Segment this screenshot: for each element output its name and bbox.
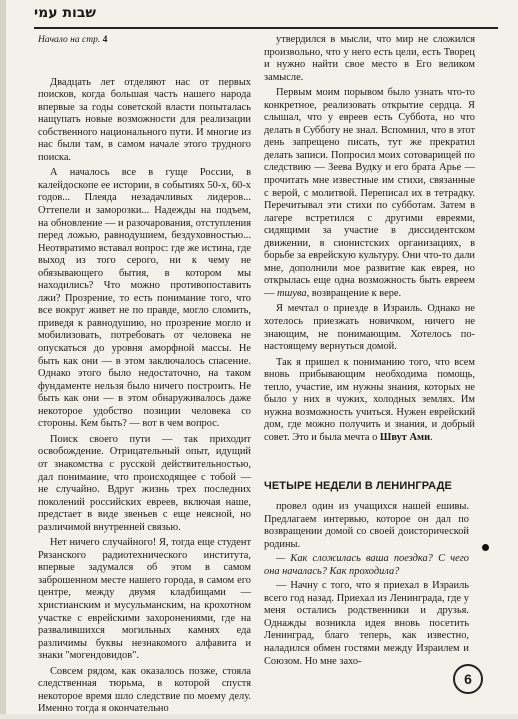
left-column: [38, 34, 251, 719]
paragraph: утвердился в мысли, что мир не сложился произвольно, что у него есть цели, есть Творец и нужно найти свое место в Его великом замысле.: [264, 34, 475, 83]
continuation-note: [38, 34, 251, 47]
paragraph: Двадцать лет отделяют нас от первых поисков, когда большая часть нашего народа впервые за годы советской власти попыталась нащупать новые возможности для реализации собственного национального пути. И многие из нас были там, в самом начале этого трудного поиска.: [38, 76, 251, 163]
magazine-title: שבות עמי: [34, 5, 96, 21]
interview-question: — Как сложилась ваша поездка? С чего она началась? Как проходила?: [264, 553, 469, 577]
paragraph: Я мечтал о приезде в Израиль. Однако не хотелось приезжать новичком, ничего не знающим, не понимающим. Хотелось по-настоящему вернуться домой.: [264, 303, 475, 353]
continuation-label: Начало на стр.: [38, 35, 101, 45]
paragraph: Так я пришел к пониманию того, что всем вновь прибывающим необходима помощь, тепло, участие, им нужны знания, которых не было у них в чужих, холодных землях. Им нужна возможность учиться. Нужен еврейский дом, где можно получить и знания, и добрый совет. Это и была мечта о Швут Ами.: [264, 356, 475, 443]
page-fold-shadow: [0, 0, 6, 714]
paragraph: Совсем рядом, как оказалось позже, стояла следственная тюрьма, в которой спустя некоторое время шло следствие по моему делу. Именно тогда я окончательно: [38, 665, 251, 715]
interview-column: [264, 501, 469, 670]
end-of-article-bullet: [482, 544, 489, 551]
paragraph: Поиск своего пути — так приходит освобождение. Отрицательный опыт, идущий от знакомства с русской действительностью, дал понимание, что происходящее с тобой — не случайно. Вдруг жизнь трех последних поколений российских евреев, включая наше, предстает в виде звеньев с еще неясной, но различимой внутренней связью.: [38, 433, 251, 533]
paragraph: А началось все в гуще России, в калейдоскопе ее истории, в событиях 50-х, 60-х годов... Плеяда незадачливых лидеров... Оттепели и заморозки... Надежды на подъем, на обновление — и разочарования, отступления перед ложью, равнодушием, бездуховностью... Неотвратимо вставал вопрос: где же истина, где выход из того серого, ни к чему не обязывающего бытия, в котором мы находились? Что можно противопоставить лжи? Прозрение, то есть понимание того, что все вокруг живет не по правде, могло сломить, приведя к равнодушию, но прозрение могло и мобилизовать, потребовать от человека не опускаться до уровня аморфной массы. Не быть как они — в этом заключалось спасение. Однако этого было недостаточно, на таком фундаменте нельзя было ничего построить. Не быть как они — в этом обнаруживалось даже некоторое удобство позиции человека со стороны. Кем быть? — вот в чем вопрос.: [38, 167, 251, 430]
section-heading: ЧЕТЫРЕ НЕДЕЛИ В ЛЕНИНГРАДЕ: [264, 480, 452, 492]
continuation-page: 4: [102, 35, 108, 45]
page-number: 6: [453, 664, 483, 694]
emphasized-word: тшува: [277, 287, 307, 299]
paragraph: провел один из учащихся нашей ешивы. Предлагаем интервью, которое он дал по возвращении домой со своей доисторической родины.: [264, 501, 469, 550]
paragraph: — Начну с того, что я приехал в Израиль всего год назад. Приехал из Ленинграда, где у меня остались родственники и друзья. Однажды возникла идея вновь посетить Ленинград, благо теперь, как известно, наладился обмен гостями между Израилем и Союзом. Но мне захо-: [264, 580, 469, 667]
signature-name: Швут Ами: [379, 431, 431, 443]
right-column: [264, 34, 475, 448]
paragraph: Первым моим порывом было узнать что-то конкретное, реализовать открытие сердца. Я слышал, что у евреев есть Суббота, но что делать в Субботу не знал. Вспомнил, что в этот день запрещено писать, тут же прекратил делать записи. Попросил моих сотоварищей по следствию — Зеева Вудку и его брата Арье — прочитать мне известные им стихи, связанные с верой, с молитвой. Переписал их в тетрадку. Перечитывал эти стихи по субботам. Затем в лагере встретился с другими евреями, сидящими за участие в диссидентском движении, в сионистских организациях, в борьбе за еврейскую культуру. Они что-то дали мне, дополнили мое развитие как еврея, но открылась еще одна возможность быть евреем — тшува, возвращение к вере.: [264, 87, 475, 299]
paragraph: Нет ничего случайного! Я, тогда еще студент Рязанского радиотехнического института, впервые задумался об этом в самом заброшенном месте нашего города, в самом его центре, между двумя кладбищами — христианским и мусульманским, на крохотном участке с еврейскими захоронениями, где на развалившихся могильных камнях еда различимы буквы незнакомого алфавита и знаки "могендовидов".: [38, 537, 251, 662]
page-header: [34, 5, 498, 29]
